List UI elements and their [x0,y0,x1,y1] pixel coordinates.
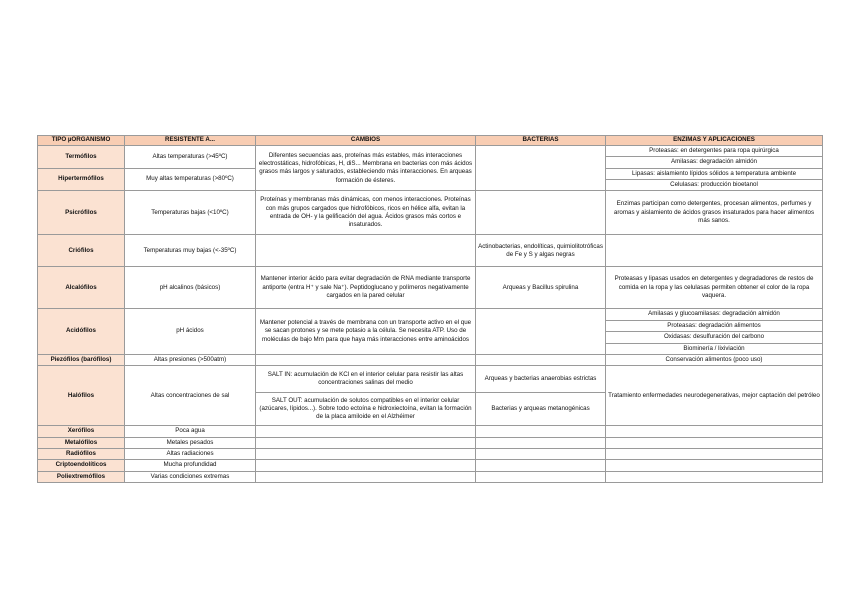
cambios-cell: Diferentes secuencias aas, proteínas más estables, más interacciones electrostáticas, hidrofóbicas, H, diS... Membrana en bacterias con más ácidos grasos más largos y saturados, estableciendo más interacciones. En arqueas formación de ésteres. [256,146,476,191]
table-row [38,448,823,459]
bacterias-cell [476,460,606,471]
cambios-cell: Mantener potencial a través de membrana con un transporte activo en el que se sacan protones y se mete potasio a la célula. Se necesita ATP. Uso de moléculas de bajo Mm para que haya más interacciones entre aminoácidos [256,309,476,354]
enzimas-cell [606,437,823,448]
enzimas-cell: Celulasas: producción bioetanol [606,180,823,191]
enzimas-cell: Proteasas: degradación alimentos [606,320,823,331]
cambios-cell [256,354,476,365]
bacterias-cell: Arqueas y Bacillus spirulina [476,267,606,309]
cambios-cell: SALT OUT: acumulación de solutos compatibles en el interior celular (azúcares, lípidos...). Sobre todo ectoína e hidroxiectoína, evitan la formación de la placa amiloide en el Alzhéimer [256,393,476,426]
bacterias-cell [476,191,606,235]
table-row [38,437,823,448]
table-row [38,366,823,393]
cambios-cell [256,460,476,471]
bacterias-cell [476,309,606,354]
tipo-cell: Radiófilos [38,448,125,459]
table-row [38,426,823,437]
bacterias-cell [476,354,606,365]
tipo-cell: Criófilos [38,235,125,267]
cambios-cell: Mantener interior ácido para evitar degradación de RNA mediante transporte antiporte (entra H⁺ y sale Na⁺). Peptidoglucano y polímeros negativamente cargados en la pared celular [256,267,476,309]
tipo-cell: Piezófilos (barófilos) [38,354,125,365]
header-tipo: TIPO µORGANISMO [38,136,125,146]
bacterias-cell [476,426,606,437]
resistente-cell: pH alcalinos (básicos) [125,267,256,309]
header-enzimas: ENZIMAS Y APLICACIONES [606,136,823,146]
enzimas-cell: Amilasas y glucoamilasas: degradación almidón [606,309,823,320]
resistente-cell: Muy altas temperaturas (>80ºC) [125,168,256,191]
header-bacterias: BACTERIAS [476,136,606,146]
extremophiles-table [37,135,823,483]
bacterias-cell: Arqueas y bacterias anaerobias estrictas [476,366,606,393]
enzimas-cell [606,460,823,471]
enzimas-cell [606,426,823,437]
enzimas-cell: Tratamiento enfermedades neurodegenerativas, mejor captación del petróleo [606,366,823,426]
cambios-cell [256,426,476,437]
enzimas-cell: Lipasas: aislamiento lípidos sólidos a temperatura ambiente [606,168,823,179]
tipo-cell: Criptoendolíticos [38,460,125,471]
header-cambios: CAMBIOS [256,136,476,146]
table-row [38,354,823,365]
bacterias-cell: Actinobacterias, endolíticas, quimiolitotróficas de Fe y S y algas negras [476,235,606,267]
header-resistente: RESISTENTE A... [125,136,256,146]
cambios-cell [256,471,476,482]
resistente-cell: Poca agua [125,426,256,437]
resistente-cell: Altas concentraciones de sal [125,366,256,426]
enzimas-cell [606,235,823,267]
resistente-cell: Varias condiciones extremas [125,471,256,482]
resistente-cell: Metales pesados [125,437,256,448]
table-row [38,460,823,471]
resistente-cell: Altas presiones (>500atm) [125,354,256,365]
bacterias-cell: Bacterias y arqueas metanogénicas [476,393,606,426]
enzimas-cell: Oxidasas: desulfuración del carbono [606,332,823,343]
bacterias-cell [476,471,606,482]
enzimas-cell [606,471,823,482]
enzimas-cell: Biominería / lixiviación [606,343,823,354]
resistente-cell: Altas temperaturas (>45ºC) [125,146,256,169]
tipo-cell: Halófilos [38,366,125,426]
header-row [38,136,823,146]
enzimas-cell: Conservación alimentos (poco uso) [606,354,823,365]
table-row [38,146,823,157]
table-row [38,471,823,482]
enzimas-cell [606,448,823,459]
table-row [38,191,823,235]
enzimas-cell: Proteasas y lipasas usados en detergentes y degradadores de restos de comida en la ropa y las celulasas permiten obtener el color de la ropa vaquera. [606,267,823,309]
table-row [38,267,823,309]
resistente-cell: Mucha profundidad [125,460,256,471]
cambios-cell [256,437,476,448]
resistente-cell: pH ácidos [125,309,256,354]
tipo-cell: Hipertermófilos [38,168,125,191]
tipo-cell: Metalófilos [38,437,125,448]
bacterias-cell [476,146,606,191]
table-row [38,235,823,267]
cambios-cell [256,235,476,267]
tipo-cell: Acidófilos [38,309,125,354]
cambios-cell: Proteínas y membranas más dinámicas, con menos interacciones. Proteínas con más grupos cargados que hidrofóbicos, ricos en hélice alfa, evitan la entrada de OH- y la gelificación del agua. Ácidos grasos más cortos e insaturados. [256,191,476,235]
tipo-cell: Xerófilos [38,426,125,437]
tipo-cell: Termófilos [38,146,125,169]
bacterias-cell [476,448,606,459]
tipo-cell: Poliextremófilos [38,471,125,482]
tipo-cell: Psicrófilos [38,191,125,235]
resistente-cell: Altas radiaciones [125,448,256,459]
tipo-cell: Alcalófilos [38,267,125,309]
enzimas-cell: Amilasas: degradación almidón [606,157,823,168]
table-row [38,309,823,320]
enzimas-cell: Enzimas participan como detergentes, procesan alimentos, perfumes y aromas y aislamiento de ácidos grasos insaturados para hacer alimentos más sanos. [606,191,823,235]
cambios-cell: SALT IN: acumulación de KCl en el interior celular para resistir las altas concentraciones salinas del medio [256,366,476,393]
cambios-cell [256,448,476,459]
resistente-cell: Temperaturas bajas (<10ºC) [125,191,256,235]
enzimas-cell: Proteasas: en detergentes para ropa quirúrgica [606,146,823,157]
bacterias-cell [476,437,606,448]
resistente-cell: Temperaturas muy bajas (<-35ºC) [125,235,256,267]
